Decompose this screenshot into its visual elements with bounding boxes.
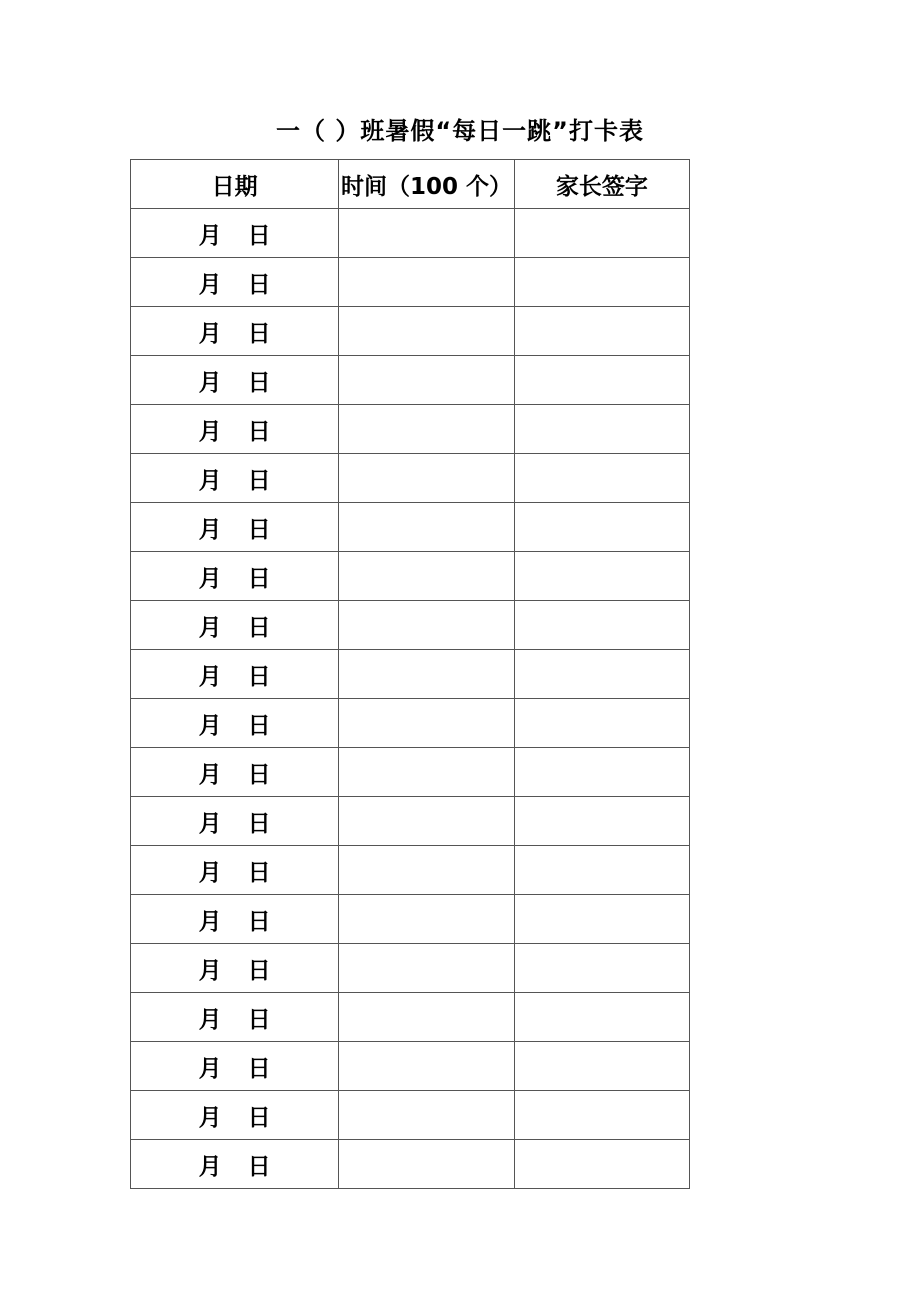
time-cell[interactable] <box>339 944 514 993</box>
table-row <box>131 846 690 895</box>
time-cell[interactable] <box>339 356 514 405</box>
parent-signature-cell[interactable] <box>514 1091 689 1140</box>
parent-signature-cell[interactable] <box>514 601 689 650</box>
month-label: 月 <box>198 565 222 592</box>
day-label: 日 <box>247 222 271 249</box>
time-cell[interactable] <box>339 895 514 944</box>
table-row <box>131 356 690 405</box>
date-cell[interactable] <box>131 1140 339 1189</box>
day-label: 日 <box>247 908 271 935</box>
day-label: 日 <box>247 467 271 494</box>
parent-signature-cell[interactable] <box>514 209 689 258</box>
parent-signature-cell[interactable] <box>514 1140 689 1189</box>
parent-signature-cell[interactable] <box>514 503 689 552</box>
day-label: 日 <box>247 1055 271 1082</box>
parent-signature-cell[interactable] <box>514 895 689 944</box>
date-cell[interactable] <box>131 454 339 503</box>
month-label: 月 <box>198 1006 222 1033</box>
table-row <box>131 258 690 307</box>
table-row <box>131 405 690 454</box>
time-cell[interactable] <box>339 307 514 356</box>
day-label: 日 <box>247 957 271 984</box>
table-row <box>131 944 690 993</box>
month-label: 月 <box>198 467 222 494</box>
parent-signature-cell[interactable] <box>514 1042 689 1091</box>
table-row <box>131 503 690 552</box>
time-cell[interactable] <box>339 601 514 650</box>
checkin-table <box>130 159 690 1189</box>
parent-signature-cell[interactable] <box>514 797 689 846</box>
table-body <box>131 209 690 1189</box>
month-label: 月 <box>198 271 222 298</box>
date-cell[interactable] <box>131 650 339 699</box>
parent-signature-cell[interactable] <box>514 944 689 993</box>
date-cell[interactable] <box>131 209 339 258</box>
month-label: 月 <box>198 516 222 543</box>
month-label: 月 <box>198 1104 222 1131</box>
time-cell[interactable] <box>339 405 514 454</box>
parent-signature-cell[interactable] <box>514 405 689 454</box>
table-row <box>131 601 690 650</box>
parent-signature-cell[interactable] <box>514 307 689 356</box>
date-cell[interactable] <box>131 944 339 993</box>
parent-signature-cell[interactable] <box>514 650 689 699</box>
month-label: 月 <box>198 320 222 347</box>
parent-signature-cell[interactable] <box>514 699 689 748</box>
month-label: 月 <box>198 222 222 249</box>
parent-signature-cell[interactable] <box>514 993 689 1042</box>
time-cell[interactable] <box>339 699 514 748</box>
month-label: 月 <box>198 418 222 445</box>
table-row <box>131 1140 690 1189</box>
time-cell[interactable] <box>339 1042 514 1091</box>
parent-signature-cell[interactable] <box>514 258 689 307</box>
date-cell[interactable] <box>131 503 339 552</box>
parent-signature-cell[interactable] <box>514 748 689 797</box>
time-cell[interactable] <box>339 650 514 699</box>
day-label: 日 <box>247 1153 271 1180</box>
month-label: 月 <box>198 1055 222 1082</box>
page-title: 一（ ）班暑假“每日一跳”打卡表 <box>276 117 644 145</box>
date-cell[interactable] <box>131 993 339 1042</box>
date-cell[interactable] <box>131 1091 339 1140</box>
time-cell[interactable] <box>339 1091 514 1140</box>
day-label: 日 <box>247 663 271 690</box>
date-cell[interactable] <box>131 797 339 846</box>
date-cell[interactable] <box>131 699 339 748</box>
day-label: 日 <box>247 369 271 396</box>
header-parent-signature: 家长签字 <box>514 160 689 209</box>
time-cell[interactable] <box>339 797 514 846</box>
time-cell[interactable] <box>339 993 514 1042</box>
table-row <box>131 209 690 258</box>
parent-signature-cell[interactable] <box>514 552 689 601</box>
day-label: 日 <box>247 516 271 543</box>
date-cell[interactable] <box>131 846 339 895</box>
date-cell[interactable] <box>131 601 339 650</box>
date-cell[interactable] <box>131 748 339 797</box>
date-cell[interactable] <box>131 405 339 454</box>
day-label: 日 <box>247 810 271 837</box>
month-label: 月 <box>198 614 222 641</box>
table-row <box>131 307 690 356</box>
time-cell[interactable] <box>339 209 514 258</box>
table-row <box>131 1091 690 1140</box>
day-label: 日 <box>247 320 271 347</box>
date-cell[interactable] <box>131 552 339 601</box>
day-label: 日 <box>247 1104 271 1131</box>
month-label: 月 <box>198 712 222 739</box>
date-cell[interactable] <box>131 356 339 405</box>
day-label: 日 <box>247 271 271 298</box>
parent-signature-cell[interactable] <box>514 846 689 895</box>
month-label: 月 <box>198 1153 222 1180</box>
table-row <box>131 993 690 1042</box>
date-cell[interactable] <box>131 1042 339 1091</box>
month-label: 月 <box>198 908 222 935</box>
day-label: 日 <box>247 614 271 641</box>
table-row <box>131 454 690 503</box>
table-row <box>131 797 690 846</box>
table-header-row <box>131 160 690 209</box>
date-cell[interactable] <box>131 895 339 944</box>
time-cell[interactable] <box>339 846 514 895</box>
month-label: 月 <box>198 957 222 984</box>
month-label: 月 <box>198 663 222 690</box>
day-label: 日 <box>247 859 271 886</box>
day-label: 日 <box>247 565 271 592</box>
time-cell[interactable] <box>339 454 514 503</box>
day-label: 日 <box>247 712 271 739</box>
time-cell[interactable] <box>339 748 514 797</box>
table-row <box>131 1042 690 1091</box>
table-row <box>131 650 690 699</box>
date-cell[interactable] <box>131 258 339 307</box>
table-row <box>131 552 690 601</box>
table-row <box>131 748 690 797</box>
parent-signature-cell[interactable] <box>514 356 689 405</box>
day-label: 日 <box>247 761 271 788</box>
time-cell[interactable] <box>339 258 514 307</box>
table-row <box>131 699 690 748</box>
header-time: 时间（100 个） <box>339 160 514 209</box>
month-label: 月 <box>198 859 222 886</box>
table-row <box>131 895 690 944</box>
time-cell[interactable] <box>339 1140 514 1189</box>
month-label: 月 <box>198 810 222 837</box>
time-cell[interactable] <box>339 503 514 552</box>
header-date: 日期 <box>131 160 339 209</box>
month-label: 月 <box>198 369 222 396</box>
day-label: 日 <box>247 1006 271 1033</box>
day-label: 日 <box>247 418 271 445</box>
date-cell[interactable] <box>131 307 339 356</box>
parent-signature-cell[interactable] <box>514 454 689 503</box>
month-label: 月 <box>198 761 222 788</box>
time-cell[interactable] <box>339 552 514 601</box>
